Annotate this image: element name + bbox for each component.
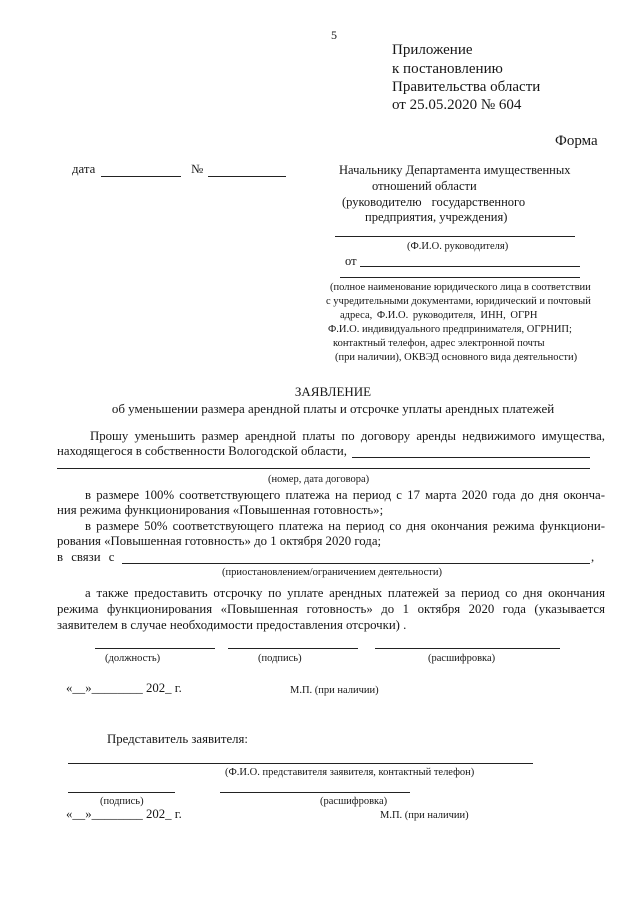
option-100-line: в размере 100% соответствующего платежа на период с 17 марта 2020 года до дня оконча- xyxy=(85,488,605,502)
deferral-line: заявителем в случае необходимости предоставления отсрочки) . xyxy=(57,618,407,632)
applicant-caption-line: (полное наименование юридического лица в соответствии xyxy=(330,282,591,293)
reason-end: , xyxy=(591,550,595,564)
decoding-blank xyxy=(375,648,560,649)
head-name-caption: (Ф.И.О. руководителя) xyxy=(407,241,509,252)
addressee-line: отношений области xyxy=(372,179,477,193)
representative-decoding-caption: (расшифровка) xyxy=(320,796,388,807)
contract-blank xyxy=(352,457,590,458)
addressee-line: Начальнику Департамента имущественных xyxy=(339,163,571,177)
reason-label: в связи с xyxy=(57,550,115,564)
request-line: Прошу уменьшить размер арендной платы по договору аренды недвижимого имущества, xyxy=(90,429,605,443)
representative-name-caption: (Ф.И.О. представителя заявителя, контактный телефон) xyxy=(225,767,475,778)
head-name-blank xyxy=(335,236,575,237)
representative-name-blank xyxy=(68,763,533,764)
signature-date: «__»________ 202_ г. xyxy=(66,681,182,695)
representative-date: «__»________ 202_ г. xyxy=(66,807,182,821)
page-number: 5 xyxy=(331,28,337,42)
applicant-caption-line: Ф.И.О. индивидуального предпринимателя, ОГРНИП; xyxy=(328,324,572,335)
signature-caption: (подпись) xyxy=(258,653,302,664)
representative-heading: Представитель заявителя: xyxy=(107,732,248,746)
position-caption: (должность) xyxy=(105,653,161,664)
representative-stamp-note: М.П. (при наличии) xyxy=(380,810,469,821)
representative-signature-blank xyxy=(68,792,175,793)
from-label: от xyxy=(345,254,357,268)
reason-blank xyxy=(122,563,590,564)
appendix-line: Приложение xyxy=(392,42,473,58)
appendix-line: к постановлению xyxy=(392,61,503,77)
contract-blank-2 xyxy=(57,468,590,469)
date-label: дата xyxy=(72,162,96,176)
decoding-caption: (расшифровка) xyxy=(428,653,496,664)
reason-caption: (приостановлением/ограничением деятельности) xyxy=(222,567,443,578)
document-title: ЗАЯВЛЕНИЕ xyxy=(294,384,372,399)
document-subtitle: об уменьшении размера арендной платы и отсрочке уплаты арендных платежей xyxy=(111,401,555,416)
number-blank xyxy=(208,176,286,177)
option-50-line: рования «Повышенная готовность» до 1 октября 2020 года; xyxy=(57,534,382,548)
applicant-caption-line: с учредительными документами, юридический и почтовый xyxy=(326,296,591,307)
form-label: Форма xyxy=(555,133,598,149)
stamp-note: М.П. (при наличии) xyxy=(290,685,379,696)
applicant-blank-2 xyxy=(340,277,580,278)
contract-caption: (номер, дата договора) xyxy=(268,474,370,485)
deferral-line: режима функционирования «Повышенная готовность» до 1 октября 2020 года (указывается xyxy=(57,602,605,616)
applicant-blank xyxy=(360,266,580,267)
date-blank xyxy=(101,176,181,177)
number-label: № xyxy=(191,162,204,176)
applicant-caption-line: контактный телефон, адрес электронной почты xyxy=(333,338,545,349)
applicant-caption-line: адреса, Ф.И.О. руководителя, ИНН, ОГРН xyxy=(340,310,538,321)
representative-decoding-blank xyxy=(220,792,410,793)
addressee-line: (руководителю государственного xyxy=(342,195,526,209)
appendix-line: от 25.05.2020 № 604 xyxy=(392,97,522,113)
representative-signature-caption: (подпись) xyxy=(100,796,144,807)
signature-blank xyxy=(228,648,358,649)
deferral-line: а также предоставить отсрочку по уплате арендных платежей за период со дня окончания xyxy=(85,586,605,600)
appendix-line: Правительства области xyxy=(392,79,541,95)
position-blank xyxy=(95,648,215,649)
option-100-line: ния режима функционирования «Повышенная готовность»; xyxy=(57,503,384,517)
addressee-line: предприятия, учреждения) xyxy=(365,210,508,224)
option-50-line: в размере 50% соответствующего платежа на период со дня окончания режима функциони- xyxy=(85,519,605,533)
request-line: находящегося в собственности Вологодской области, xyxy=(57,444,347,458)
applicant-caption-line: (при наличии), ОКВЭД основного вида деятельности) xyxy=(335,352,578,363)
